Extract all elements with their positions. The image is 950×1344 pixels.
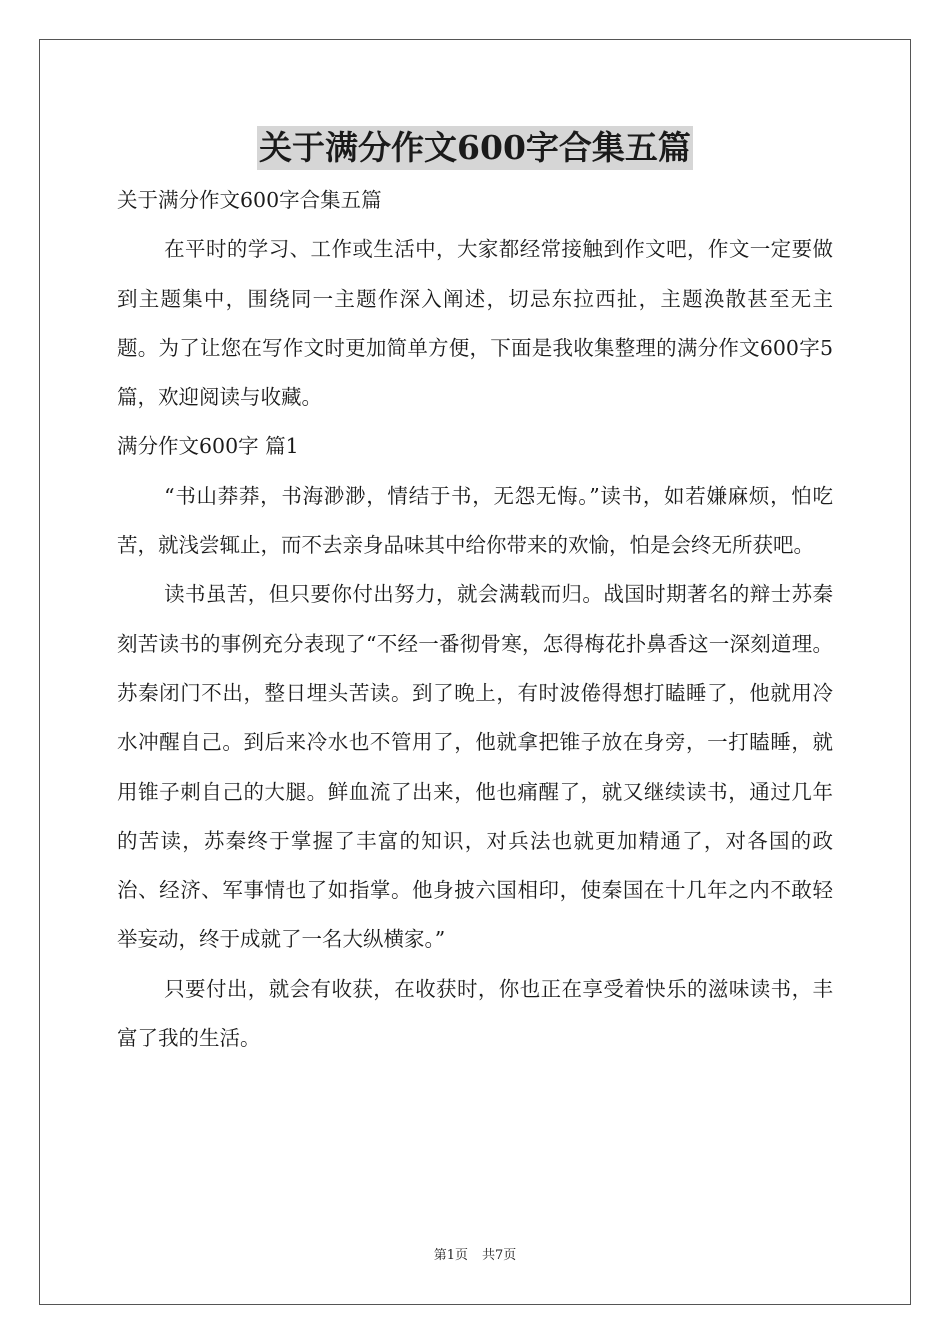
document-body [117,176,833,1063]
title-area [0,126,950,170]
document-title: 关于满分作文600字合集五篇 [257,126,693,170]
section-heading: 满分作文600字 篇1 [117,434,299,459]
body-paragraph: “书山莽莽，书海渺渺，情结于书，无怨无悔。”读书，如若嫌麻烦，怕吃苦，就浅尝辄止，而不去亲身品味其中给你带来的欢愉，怕是会终无所获吧。 [117,483,833,558]
page-footer [0,1246,950,1266]
page-total: 共7页 [482,1248,517,1263]
subtitle-line: 关于满分作文600字合集五篇 [117,188,382,212]
intro-paragraph: 在平时的学习、工作或生活中，大家都经常接触到作文吧，作文一定要做到主题集中，围绕同一主题作深入阐述，切忌东拉西扯，主题涣散甚至无主题。为了让您在写作文时更加简单方便，下面是我收集整理的满分作文600字5篇，欢迎阅读与收藏。 [117,237,833,410]
body-paragraph: 读书虽苦，但只要你付出努力，就会满载而归。战国时期著名的辩士苏秦刻苦读书的事例充分表现了“不经一番彻骨寒，怎得梅花扑鼻香这一深刻道理。苏秦闭门不出，整日埋头苦读。到了晚上，有时波倦得想打瞌睡了，他就用冷水冲醒自己。到后来冷水也不管用了，他就拿把锥子放在身旁，一打瞌睡，就用锥子刺自己的大腿。鲜血流了出来，他也痛醒了，就又继续读书，通过几年的苦读，苏秦终于掌握了丰富的知识，对兵法也就更加精通了，对各国的政治、经济、军事情也了如指掌。他身披六国相印，使秦国在十几年之内不敢轻举妄动，终于成就了一名大纵横家。” [117,582,833,952]
body-paragraph: 只要付出，就会有收获，在收获时，你也正在享受着快乐的滋味读书，丰富了我的生活。 [117,976,833,1051]
page-number: 第1页 [433,1248,468,1263]
